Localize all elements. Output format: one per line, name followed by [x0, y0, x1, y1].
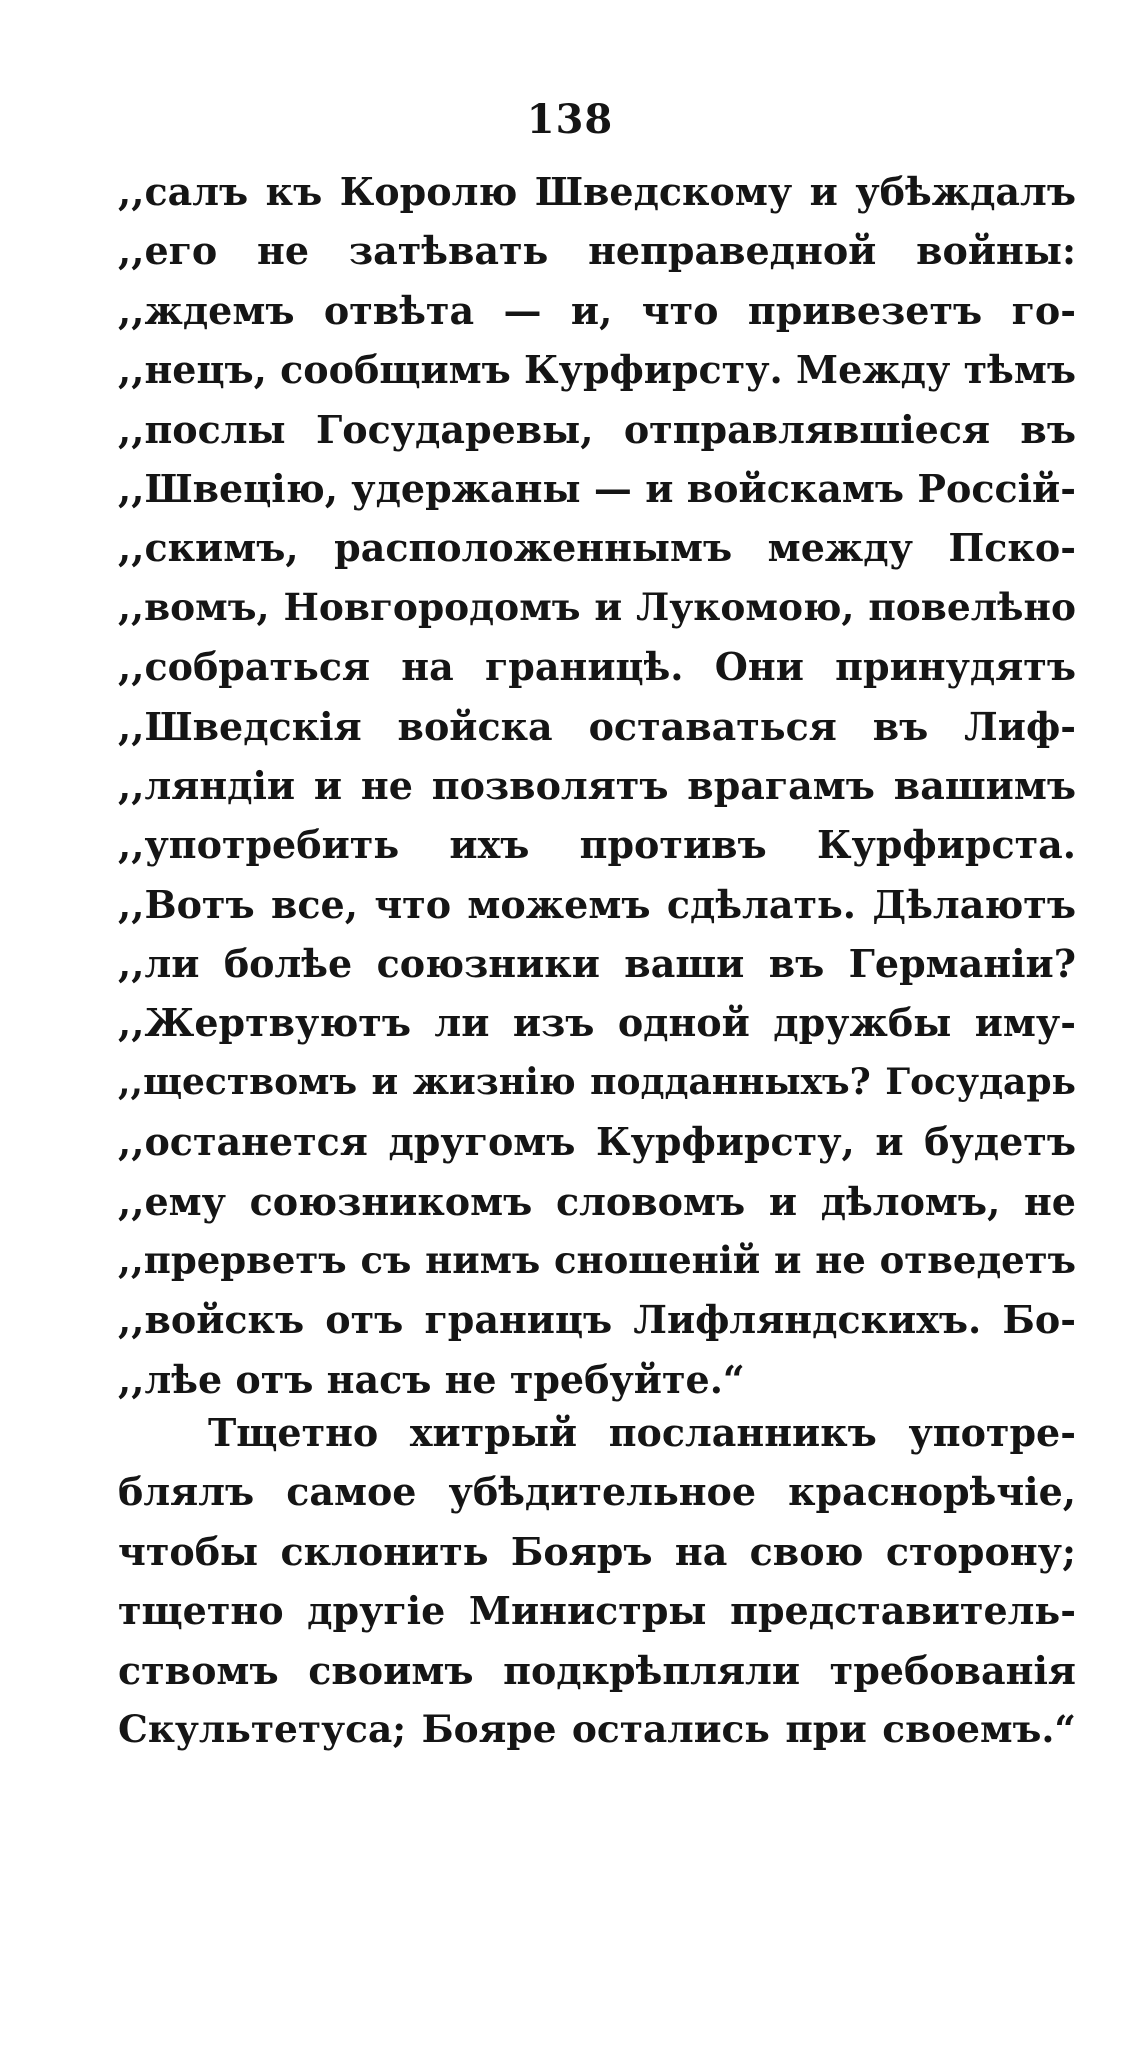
- text-line: ,,скимъ, расположеннымъ между Пско-: [118, 525, 1076, 571]
- text-line: ,,нецъ, сообщимъ Курфирсту. Между тѣмъ: [118, 347, 1076, 393]
- text-line: чтобы склонить Бояръ на свою сторону;: [118, 1528, 1076, 1574]
- text-line: Тщетно хитрый посланникъ употре-: [208, 1410, 1076, 1455]
- text-line: ,,вомъ, Новгородомъ и Лукомою, повелѣно: [118, 584, 1076, 629]
- text-line: блялъ самое убѣдительное краснорѣчіе,: [118, 1469, 1076, 1515]
- text-line: ,,Жертвуютъ ли изъ одной дружбы иму-: [118, 1000, 1076, 1046]
- text-line: ,,ществомъ и жизнію подданныхъ? Государь: [118, 1060, 1076, 1103]
- text-line: Скультетуса; Бояре остались при своемъ.“: [118, 1706, 1076, 1751]
- text-line: тщетно другіе Министры представитель-: [118, 1588, 1076, 1634]
- text-line: ,,Шведскія войска оставаться въ Лиф-: [118, 703, 1076, 749]
- text-line: ,,войскъ отъ границъ Лифляндскихъ. Бо-: [118, 1297, 1076, 1343]
- text-line: ,,собраться на границѣ. Они принудятъ: [118, 644, 1076, 690]
- text-line: ,,Вотъ все, что можемъ сдѣлать. Дѣлаютъ: [118, 881, 1076, 927]
- text-line: ,,употребить ихъ противъ Курфирста.: [118, 822, 1076, 868]
- text-line: ,,ждемъ отвѣта — и, что привезетъ го-: [118, 287, 1076, 333]
- text-line: ,,ему союзникомъ словомъ и дѣломъ, не: [118, 1178, 1076, 1224]
- text-line: ствомъ своимъ подкрѣпляли требованія: [118, 1647, 1076, 1693]
- text-line: ,,ли болѣе союзники ваши въ Германіи?: [118, 941, 1076, 987]
- text-line: ,,прерветъ съ нимъ сношеній и не отведетъ: [118, 1238, 1076, 1283]
- text-line: ,,останется другомъ Курфирсту, и будетъ: [118, 1119, 1076, 1165]
- text-line: ,,ляндіи и не позволятъ врагамъ вашимъ: [118, 762, 1076, 808]
- paragraph-quote: [118, 162, 1076, 1409]
- text-line: ,,послы Государевы, отправлявшіеся въ: [118, 406, 1076, 452]
- text-line: ,,лѣе отъ насъ не требуйте.“: [118, 1356, 745, 1402]
- paragraph-narrative: [118, 1403, 1076, 1759]
- text-line: ,,его не затѣвать неправедной войны:: [118, 228, 1076, 274]
- page-number: 138: [526, 96, 614, 143]
- text-line: ,,Швецію, удержаны — и войскамъ Россій-: [118, 465, 1076, 511]
- text-line: ,,салъ къ Королю Шведскому и убѣждалъ: [118, 169, 1076, 214]
